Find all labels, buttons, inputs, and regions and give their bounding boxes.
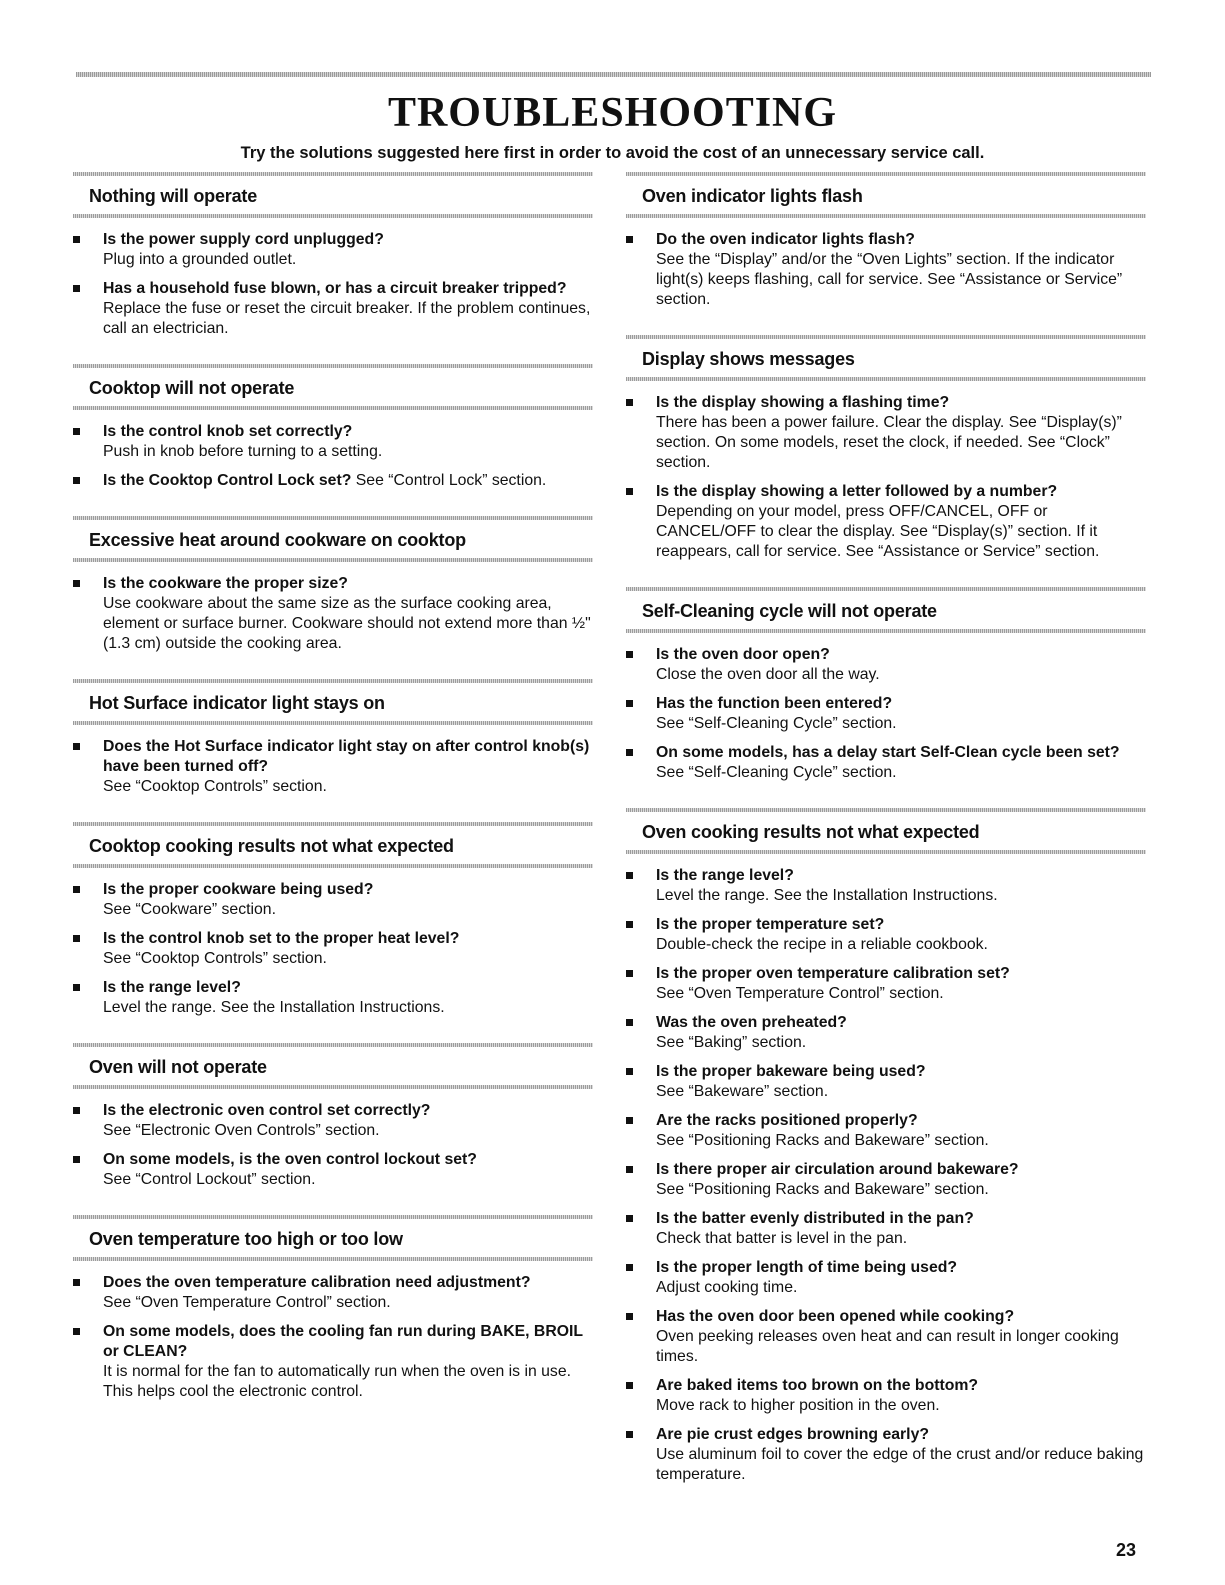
list-item	[73, 422, 593, 462]
list-item	[626, 964, 1146, 1004]
list-item	[626, 1013, 1146, 1053]
troubleshooting-section	[626, 172, 1146, 310]
section-rule-bottom	[73, 214, 593, 218]
answer-text: Oven peeking releases oven heat and can result in longer cooking times.	[656, 1328, 1119, 1365]
question-text: Is the cookware the proper size?	[103, 575, 348, 592]
question-text: Is the electronic oven control set correctly?	[103, 1102, 431, 1119]
section-spacer	[626, 1494, 1146, 1510]
square-bullet-icon	[626, 1313, 633, 1320]
answer-text: There has been a power failure. Clear the display. See “Display(s)” section. On some models, reset the clock, if needed. See “Clock” section.	[656, 414, 1122, 471]
answer-text: See “Self-Cleaning Cycle” section.	[656, 715, 897, 732]
question-text: Is the proper temperature set?	[656, 916, 885, 933]
section-rule-top	[73, 172, 593, 176]
answer-text: See “Oven Temperature Control” section.	[656, 985, 944, 1002]
square-bullet-icon	[626, 1117, 633, 1124]
question-text: Are the racks positioned properly?	[656, 1112, 918, 1129]
question-text: Is the control knob set correctly?	[103, 423, 353, 440]
answer-text: See “Electronic Oven Controls” section.	[103, 1122, 380, 1139]
list-item	[73, 1150, 593, 1190]
answer-text: Use aluminum foil to cover the edge of the crust and/or reduce baking temperature.	[656, 1446, 1144, 1483]
section-title: Oven temperature too high or too low	[89, 1229, 403, 1249]
question-text: On some models, is the oven control lockout set?	[103, 1151, 477, 1168]
troubleshooting-section	[626, 335, 1146, 562]
section-rule-bottom	[73, 558, 593, 562]
answer-text: Double-check the recipe in a reliable cookbook.	[656, 936, 988, 953]
list-item	[626, 1425, 1146, 1485]
section-rule-top	[73, 1043, 593, 1047]
right-column	[626, 172, 1146, 1510]
list-item	[626, 393, 1146, 473]
answer-text: See “Cooktop Controls” section.	[103, 950, 327, 967]
section-header	[626, 808, 1146, 854]
question-text: On some models, has a delay start Self-Clean cycle been set?	[656, 744, 1120, 761]
answer-text: See “Control Lock” section.	[355, 472, 547, 489]
square-bullet-icon	[626, 1431, 633, 1438]
list-item	[626, 1062, 1146, 1102]
section-header	[73, 1215, 593, 1261]
answer-text: See the “Display” and/or the “Oven Lights” section. If the indicator light(s) keeps flashing, call for service. See “Assistance or Service” section.	[656, 251, 1123, 308]
square-bullet-icon	[626, 488, 633, 495]
troubleshooting-section	[73, 679, 593, 797]
section-rule-top	[73, 679, 593, 683]
section-rule-top	[73, 1215, 593, 1219]
answer-text: See “Positioning Racks and Bakeware” section.	[656, 1132, 989, 1149]
question-text: Was the oven preheated?	[656, 1014, 847, 1031]
troubleshooting-section	[626, 587, 1146, 783]
section-rule-bottom	[626, 377, 1146, 381]
question-text: Is the display showing a letter followed by a number?	[656, 483, 1058, 500]
list-item	[626, 1307, 1146, 1367]
section-spacer	[626, 319, 1146, 335]
square-bullet-icon	[73, 743, 80, 750]
question-text: Is the proper oven temperature calibration set?	[656, 965, 1010, 982]
list-item	[73, 1322, 593, 1402]
section-header	[73, 172, 593, 218]
question-text: Is the proper length of time being used?	[656, 1259, 958, 1276]
section-spacer	[73, 1027, 593, 1043]
list-item	[626, 1258, 1146, 1298]
section-rule-bottom	[626, 850, 1146, 854]
question-list	[73, 422, 593, 491]
section-spacer	[73, 1199, 593, 1215]
question-text: Is the proper bakeware being used?	[656, 1063, 926, 1080]
question-text: Is the power supply cord unplugged?	[103, 231, 384, 248]
troubleshooting-section	[73, 1043, 593, 1190]
answer-text: See “Cooktop Controls” section.	[103, 778, 327, 795]
list-item	[73, 279, 593, 339]
square-bullet-icon	[73, 935, 80, 942]
list-item	[73, 230, 593, 270]
section-title: Oven will not operate	[89, 1057, 267, 1077]
section-rule-top	[626, 335, 1146, 339]
section-rule-bottom	[73, 406, 593, 410]
square-bullet-icon	[626, 1264, 633, 1271]
square-bullet-icon	[73, 428, 80, 435]
answer-text: Use cookware about the same size as the surface cooking area, element or surface burner. Cookware should not extend more than ½" (1.3 cm) outside the cooking area.	[103, 595, 591, 652]
troubleshooting-section	[73, 172, 593, 339]
top-rule	[76, 72, 1151, 77]
question-text: Is the range level?	[103, 979, 241, 996]
section-header	[626, 172, 1146, 218]
question-text: Is the oven door open?	[656, 646, 830, 663]
square-bullet-icon	[626, 921, 633, 928]
square-bullet-icon	[73, 1107, 80, 1114]
section-title: Hot Surface indicator light stays on	[89, 693, 385, 713]
square-bullet-icon	[73, 1156, 80, 1163]
square-bullet-icon	[626, 1019, 633, 1026]
page-subtitle: Try the solutions suggested here first in order to avoid the cost of an unnecessary service call.	[240, 144, 985, 162]
square-bullet-icon	[626, 1068, 633, 1075]
answer-text: Depending on your model, press OFF/CANCEL, OFF or CANCEL/OFF to clear the display. See “Display(s)” section. If it reappears, call for service. See “Assistance or Service” section.	[656, 503, 1100, 560]
troubleshooting-section	[73, 822, 593, 1018]
square-bullet-icon	[73, 886, 80, 893]
section-title: Nothing will operate	[89, 186, 258, 206]
section-spacer	[73, 500, 593, 516]
list-item	[626, 866, 1146, 906]
square-bullet-icon	[626, 700, 633, 707]
list-item	[73, 978, 593, 1018]
square-bullet-icon	[626, 872, 633, 879]
answer-text: See “Control Lockout” section.	[103, 1171, 316, 1188]
list-item	[626, 230, 1146, 310]
square-bullet-icon	[626, 1166, 633, 1173]
question-text: Is the Cooktop Control Lock set?	[103, 472, 352, 489]
list-item	[626, 1376, 1146, 1416]
section-title: Cooktop will not operate	[89, 378, 295, 398]
question-text: Does the oven temperature calibration need adjustment?	[103, 1274, 531, 1291]
section-rule-top	[73, 822, 593, 826]
question-text: Are pie crust edges browning early?	[656, 1426, 930, 1443]
square-bullet-icon	[73, 580, 80, 587]
section-rule-bottom	[626, 629, 1146, 633]
section-spacer	[626, 792, 1146, 808]
page-number: 23	[1116, 1540, 1137, 1560]
question-list	[626, 230, 1146, 310]
answer-text: Move rack to higher position in the oven.	[656, 1397, 940, 1414]
list-item	[626, 1111, 1146, 1151]
list-item	[626, 645, 1146, 685]
square-bullet-icon	[626, 236, 633, 243]
section-title: Excessive heat around cookware on cooktop	[89, 530, 466, 550]
section-title: Self-Cleaning cycle will not operate	[642, 601, 937, 621]
square-bullet-icon	[626, 1215, 633, 1222]
section-spacer	[73, 1411, 593, 1427]
square-bullet-icon	[73, 285, 80, 292]
square-bullet-icon	[73, 1279, 80, 1286]
question-list	[73, 574, 593, 654]
question-text: Is the batter evenly distributed in the pan?	[656, 1210, 974, 1227]
question-list	[73, 737, 593, 797]
list-item	[73, 471, 593, 491]
section-title: Oven indicator lights flash	[642, 186, 863, 206]
question-list	[73, 1101, 593, 1190]
list-item	[626, 743, 1146, 783]
answer-text: See “Positioning Racks and Bakeware” section.	[656, 1181, 989, 1198]
list-item	[626, 694, 1146, 734]
question-list	[626, 866, 1146, 1485]
answer-text: See “Cookware” section.	[103, 901, 276, 918]
answer-text: See “Bakeware” section.	[656, 1083, 829, 1100]
question-list	[73, 880, 593, 1018]
square-bullet-icon	[73, 1328, 80, 1335]
troubleshooting-section	[73, 1215, 593, 1402]
answer-text: Replace the fuse or reset the circuit breaker. If the problem continues, call an electrician.	[103, 300, 591, 337]
question-text: Has the oven door been opened while cooking?	[656, 1308, 1015, 1325]
list-item	[626, 1160, 1146, 1200]
square-bullet-icon	[73, 477, 80, 484]
answer-text: Check that batter is level in the pan.	[656, 1230, 908, 1247]
square-bullet-icon	[626, 399, 633, 406]
list-item	[73, 574, 593, 654]
answer-text: Level the range. See the Installation Instructions.	[656, 887, 998, 904]
square-bullet-icon	[626, 749, 633, 756]
question-text: Has the function been entered?	[656, 695, 893, 712]
list-item	[626, 1209, 1146, 1249]
answer-text: Push in knob before turning to a setting.	[103, 443, 383, 460]
left-column	[73, 172, 593, 1427]
question-text: Is there proper air circulation around bakeware?	[656, 1161, 1019, 1178]
answer-text: Level the range. See the Installation Instructions.	[103, 999, 445, 1016]
question-text: Has a household fuse blown, or has a circuit breaker tripped?	[103, 280, 567, 297]
answer-text: Adjust cooking time.	[656, 1279, 798, 1296]
page-title: TROUBLESHOOTING	[387, 90, 838, 136]
section-rule-top	[626, 587, 1146, 591]
answer-text: See “Oven Temperature Control” section.	[103, 1294, 391, 1311]
section-rule-bottom	[73, 864, 593, 868]
answer-text: See “Self-Cleaning Cycle” section.	[656, 764, 897, 781]
question-text: Are baked items too brown on the bottom?	[656, 1377, 979, 1394]
section-rule-bottom	[73, 1257, 593, 1261]
question-list	[626, 645, 1146, 783]
question-list	[73, 230, 593, 339]
section-spacer	[626, 571, 1146, 587]
square-bullet-icon	[626, 970, 633, 977]
list-item	[626, 482, 1146, 562]
square-bullet-icon	[73, 236, 80, 243]
section-title: Oven cooking results not what expected	[642, 822, 980, 842]
question-text: Do the oven indicator lights flash?	[656, 231, 915, 248]
answer-text: See “Baking” section.	[656, 1034, 807, 1051]
section-header	[73, 822, 593, 868]
question-list	[73, 1273, 593, 1402]
section-rule-top	[73, 364, 593, 368]
troubleshooting-section	[73, 364, 593, 491]
answer-text: Plug into a grounded outlet.	[103, 251, 297, 268]
answer-text: Close the oven door all the way.	[656, 666, 880, 683]
question-text: Is the display showing a flashing time?	[656, 394, 950, 411]
question-text: Is the proper cookware being used?	[103, 881, 374, 898]
answer-text: It is normal for the fan to automatically run when the oven is in use. This helps cool the electronic control.	[103, 1363, 572, 1400]
section-spacer	[73, 663, 593, 679]
section-rule-top	[73, 516, 593, 520]
section-header	[626, 587, 1146, 633]
section-header	[73, 364, 593, 410]
list-item	[626, 915, 1146, 955]
section-spacer	[73, 806, 593, 822]
section-spacer	[73, 348, 593, 364]
list-item	[73, 880, 593, 920]
list-item	[73, 929, 593, 969]
list-item	[73, 1101, 593, 1141]
section-rule-bottom	[626, 214, 1146, 218]
question-list	[626, 393, 1146, 562]
section-rule-bottom	[73, 721, 593, 725]
question-text: Is the control knob set to the proper heat level?	[103, 930, 460, 947]
section-rule-top	[626, 808, 1146, 812]
square-bullet-icon	[626, 651, 633, 658]
section-header	[73, 516, 593, 562]
section-header	[73, 679, 593, 725]
section-header	[626, 335, 1146, 381]
section-rule-bottom	[73, 1085, 593, 1089]
section-rule-top	[626, 172, 1146, 176]
question-text: Does the Hot Surface indicator light stay on after control knob(s) have been turned off?	[103, 738, 590, 775]
square-bullet-icon	[73, 984, 80, 991]
square-bullet-icon	[626, 1382, 633, 1389]
question-text: On some models, does the cooling fan run during BAKE, BROIL or CLEAN?	[103, 1323, 583, 1360]
section-header	[73, 1043, 593, 1089]
section-title: Display shows messages	[642, 349, 855, 369]
list-item	[73, 1273, 593, 1313]
troubleshooting-section	[73, 516, 593, 654]
list-item	[73, 737, 593, 797]
question-text: Is the range level?	[656, 867, 794, 884]
troubleshooting-section	[626, 808, 1146, 1485]
section-title: Cooktop cooking results not what expected	[89, 836, 454, 856]
